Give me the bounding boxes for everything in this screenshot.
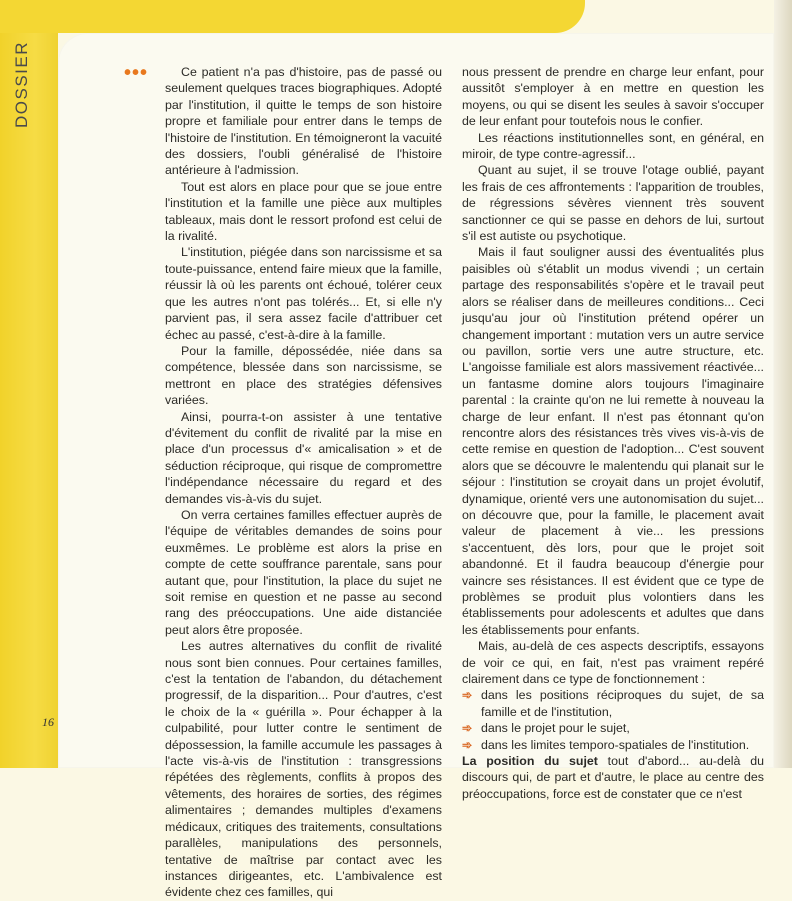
right-text-column [462,64,764,802]
paragraph: Mais il faut souligner aussi des éventualités plus paisibles où s'établit un modus vivendi ; un certain partage des responsabilités s'opère et le travail peut alors se réaliser dans de meilleures conditions... Ceci jusqu'au jour où l'institution prétend opérer un changement important : mutation vers un autre service ou pavillon, sortie vers une autre structure, etc. L'angoisse familiale est alors massivement réactivée... un fantasme domine alors toujours l'imaginaire parental : la crainte qu'on ne lui remette à nouveau la charge de leur enfant. Il n'est pas étonnant qu'on rencontre alors des résistances très vives vis-à-vis de cette remise en question de l'adoption... C'est souvent alors que se découvre le malentendu qui planait sur le séjour : l'institution se croyait dans un projet évolutif, dynamique, orienté vers une autonomisation du sujet... on découvre que, pour la famille, le placement avait valeur de placement à vie... les pressions s'accentuent, dès lors, pour que le projet soit abandonné. Et il faudra beaucoup d'énergie pour vaincre ses résistances. Il est évident que ce type de problèmes se produit plus volontiers dans les établissements pour adolescents et adultes que dans les établissements pour enfants. [462,245,764,637]
paragraph: On verra certaines familles effectuer auprès de l'équipe de véritables demandes de soins pour euxmêmes. Le problème est alors la prise en compte de cette souffrance parentale, sans pour autant que, pour l'institution, la place du sujet ne soit remise en question et ne passe au second rang des préoccupations. Une aide distanciée peut alors être proposée. [165,507,442,637]
paragraph: Pour la famille, dépossédée, niée dans sa compétence, blessée dans son narcissisme, se mettront en place des stratégies défensives variées. [165,343,442,408]
page-number: 16 [42,715,54,729]
bullet-item [462,687,764,720]
page-gutter-edge [774,0,792,768]
top-color-band [0,0,585,33]
bullet-item [462,737,764,753]
bullet-text: dans les positions réciproques du sujet, de sa famille et de l'institution, [481,688,764,719]
paragraph-continuation: nous pressent de prendre en charge leur enfant, pour aussitôt s'employer à en mettre en question les moyens, ou qui se disent les seules à savoir s'occuper de leur enfant pour toutefois nous le confier. [462,65,764,129]
section-label: DOSSIER [12,40,31,128]
arrow-icon: ➾ [462,688,473,703]
paragraph: L'institution, piégée dans son narcissisme et sa toute-puissance, entend faire mieux que la famille, réussir là où les parents ont échoué, tolérer ceux que les autres n'ont pas tolérés... Et, si elle n'y parvient pas, il sera assez facile d'attribuer cet échec au passé, c'est-à-dire à la famille. [165,245,442,342]
paragraph: Ainsi, pourra-t-on assister à une tentative d'évitement du conflit de rivalité par la mise en place d'un processus d'« amicalisation » et de séduction réciproque, qui risque de compromettre l'indépendance nécessaire du regard et des demandes vis-à-vis du sujet. [165,409,442,506]
paragraph: Tout est alors en place pour que se joue entre l'institution et la famille une pièce aux multiples tableaux, mais dont le ressort profond est celui de la rivalité. [165,179,442,244]
left-text-column [165,64,442,901]
paragraph: Quant au sujet, il se trouve l'otage oublié, payant les frais de ces affrontements : l'apparition de troubles, de régressions sévères viennent très souvent sanctionner ce qui se passe en dehors de lui, surtout s'il est autiste ou psychotique. [462,163,764,244]
arrow-icon: ➾ [462,737,473,752]
bullet-text: dans le projet pour le sujet, [481,721,630,736]
bullet-item [462,720,764,736]
paragraph: Ce patient n'a pas d'histoire, pas de passé ou seulement quelques traces biographiques. Adopté par l'institution, il quitte le temps de son histoire propre et familiale pour entrer dans le temps de l'histoire de l'institution. En témoigneront la vacuité des dossiers, l'oubli généralisé de l'histoire antérieure à l'admission. [165,65,442,178]
arrow-icon: ➾ [462,721,473,736]
paragraph: Les autres alternatives du conflit de rivalité nous sont bien connues. Pour certaines familles, c'est la tentation de l'abandon, du détachement progressif, de la disparition... Pour d'autres, c'est le choix de la « guérilla ». Pour échapper à la culpabilité, pour lutter contre le sentiment de dépossession, la famille accumule les passages à l'acte vis-à-vis de l'institution : transgressions répétées des règlements, conflits à propos des vêtements, des horaires de sorties, des régimes alimentaires ; demandes multiples d'examens médicaux, critiques des traitements, consultations parallèles, manipulations des personnels, tentative de maîtrise par contact avec les instances dirigeantes, etc. L'ambivalence est évidente chez ces familles, qui [165,639,442,900]
ornament-dots: ••• [124,62,149,84]
subheading-inline: La position du sujet [462,754,598,769]
bullet-text: dans les limites temporo-spatiales de l'institution. [481,737,750,752]
final-paragraph-text: tout d'abord... au-delà du discours qui, de part et d'autre, le place au centre des préoccupations, force est de constater que ce n'est [462,754,764,801]
paragraph: Mais, au-delà de ces aspects descriptifs, essayons de voir ce qui, en fait, n'est pas vraiment repéré clairement dans ce type de fonctionnement : [462,639,764,687]
paragraph: Les réactions institutionnelles sont, en général, en miroir, de type contre-agressif... [462,130,764,162]
final-paragraph [462,753,764,802]
